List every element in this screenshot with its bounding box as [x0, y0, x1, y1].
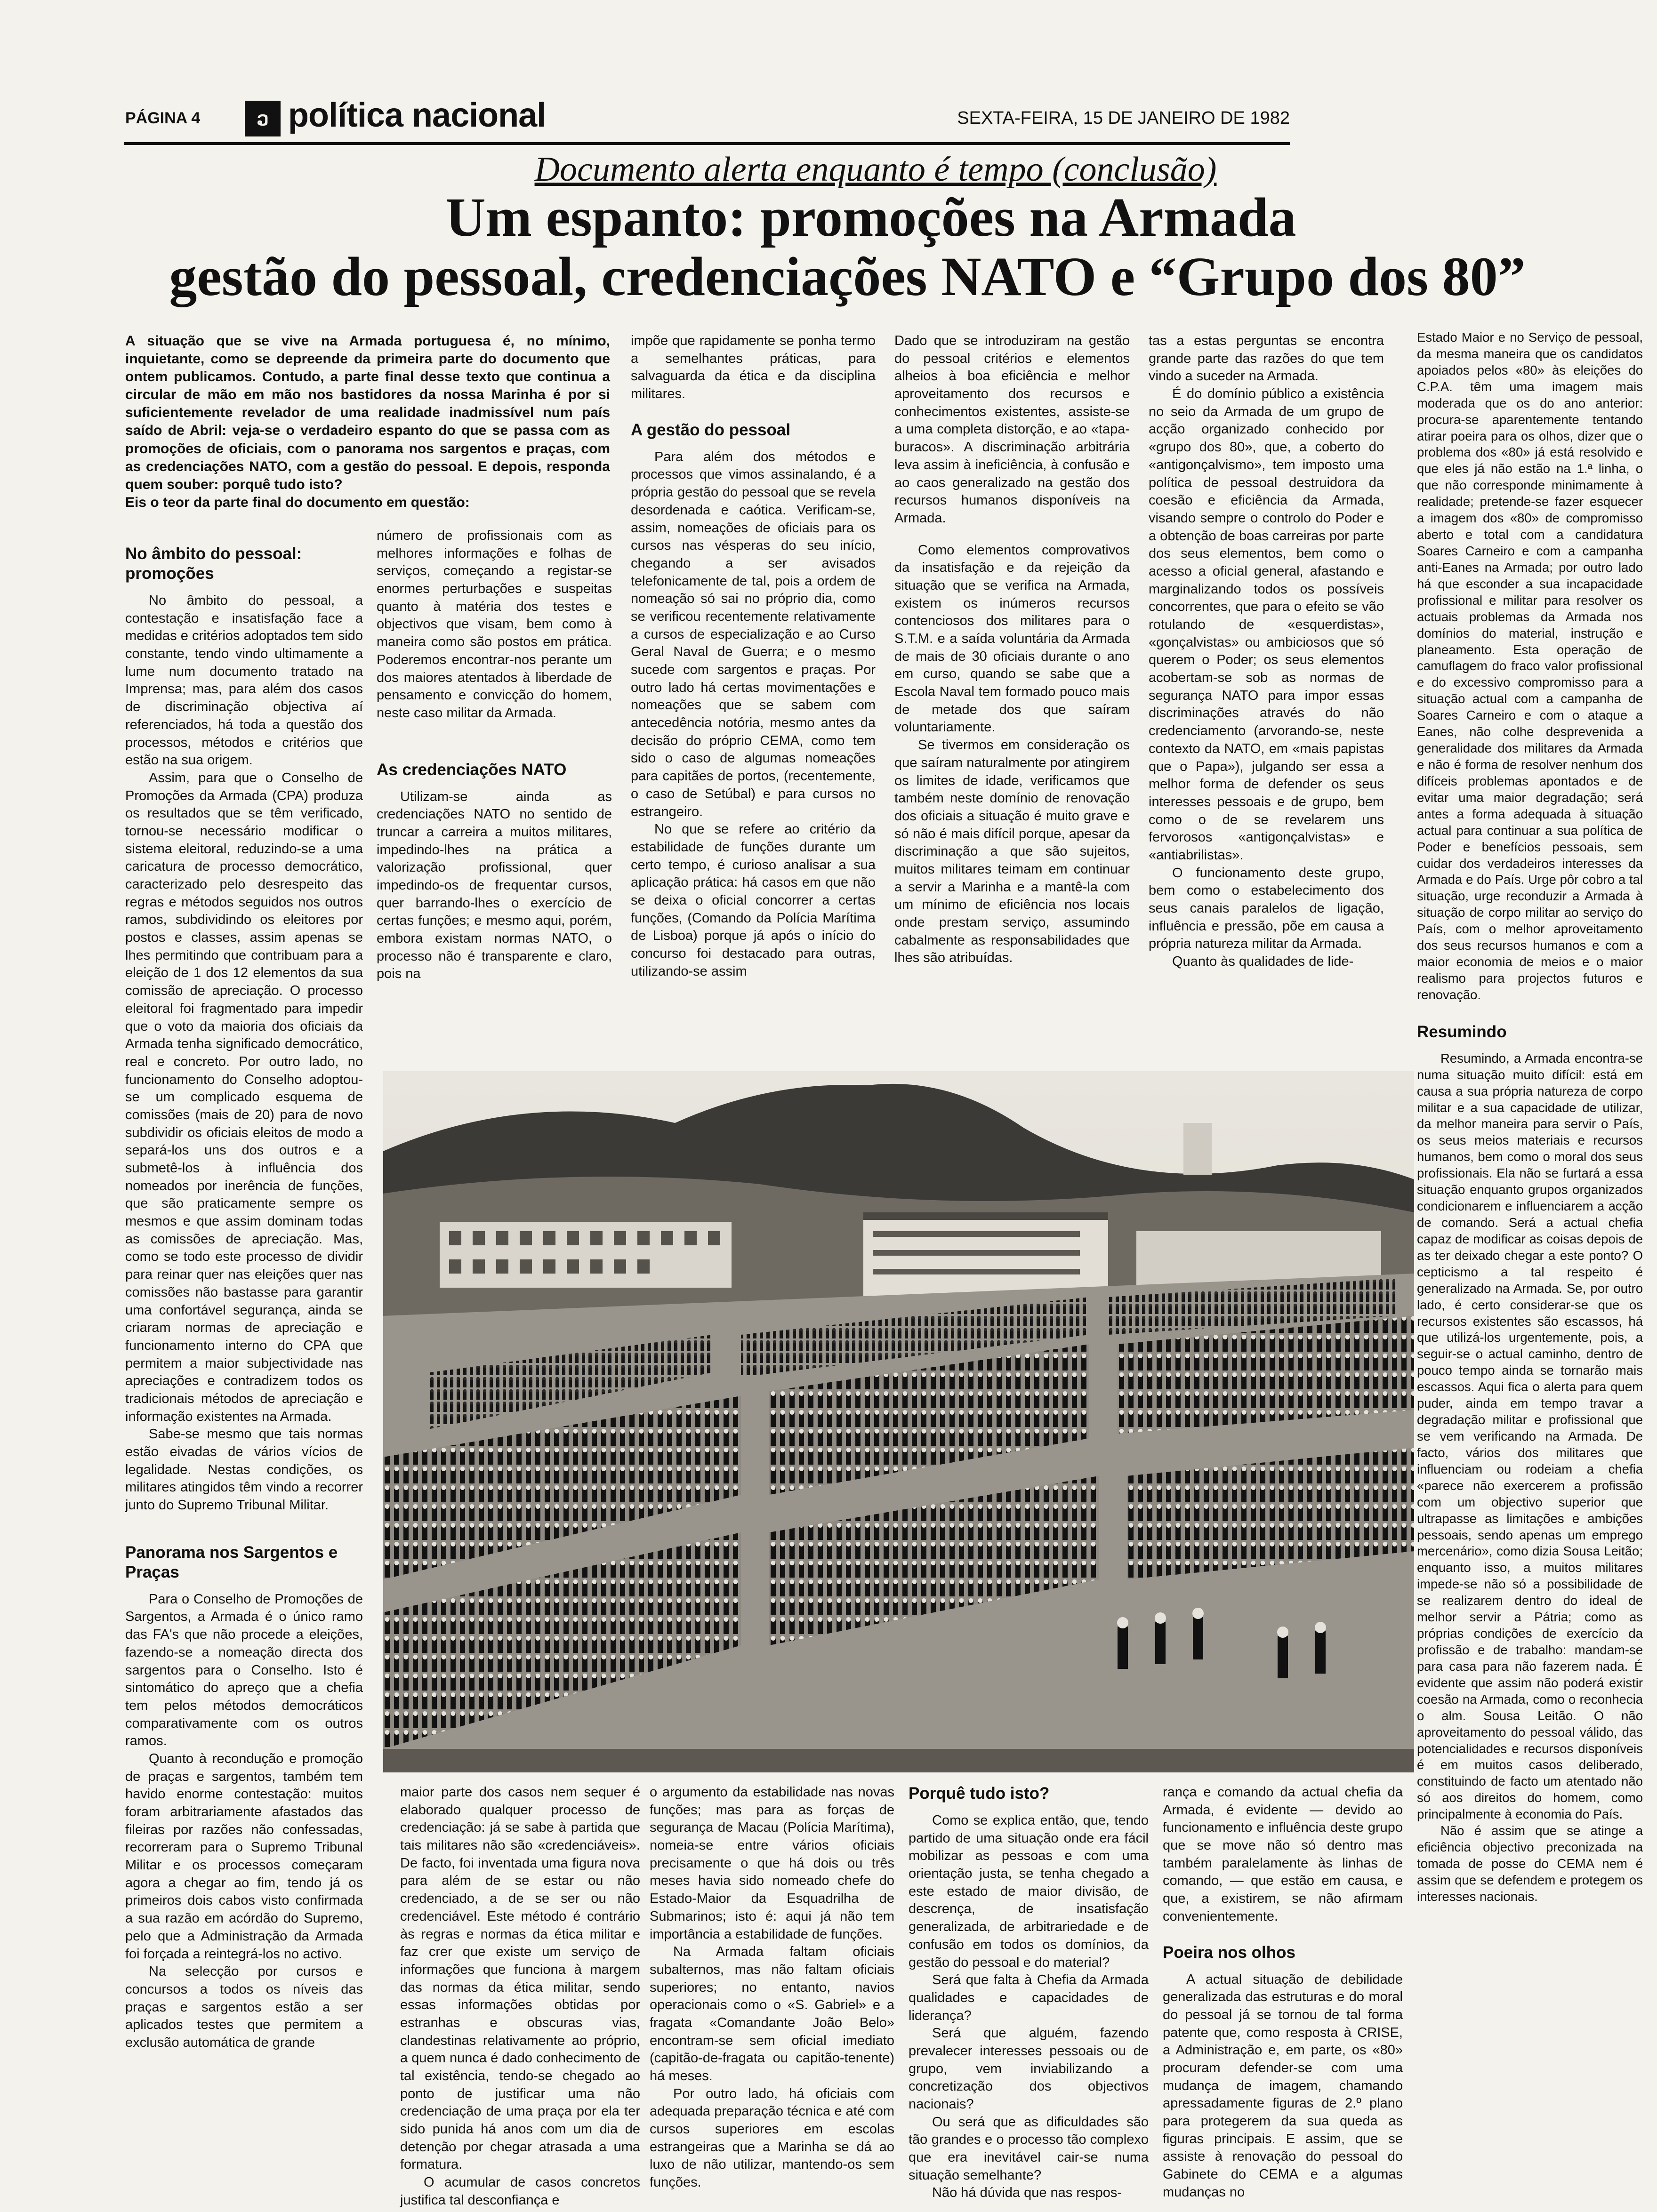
subhead-porque: Porquê tudo isto?: [909, 1784, 1050, 1803]
paragraph: Se tivermos em consideração os que saíram naturalmente por atingirem os limites de idade, verificamos que também neste domínio de renovação dos oficiais a situação é muito grave e só não é mais difícil porque, apesar da discriminação a que são sujeitos, muitos militares teimam em continuar a servir a Marinha e a mantê-la com um mínimo de eficiência nos locais onde prestam serviço, assumindo cabalmente as responsabilidades que lhes são atribuídas.: [894, 737, 1130, 966]
paragraph: Por outro lado, há oficiais com adequada preparação técnica e até com cursos superiores em escolas estrangeiras que a Marinha se dá ao luxo de não utilizar, mantendo-os sem funções.: [650, 2086, 894, 2190]
column-3-bottom: [650, 1784, 894, 2192]
column-5-bottom: [1163, 1784, 1403, 2201]
paragraph: A actual situação de debilidade generalizada das estruturas e do moral do pessoal já se tornou de tal forma patente que, como resposta à CRISE, a Administração e, em parte, os «80» procuram defender-se com uma mudança de imagem, chamando apressadamente figuras de 2.º plano para protegerem da sua queda as figuras principais. E assim, que se assiste à renovação do pessoal do Gabinete do CEMA e a algumas mudanças no: [1163, 1972, 1403, 2200]
paragraph: Estado Maior e no Serviço de pessoal, da mesma maneira que os candidatos apoiados pelos «80» às eleições do C.P.A. têm uma imagem mais moderada que os do ano anterior: procura-se aparentemente tentando atirar poeira para os olhos, dizer que o problema dos «80» já está resolvido e que eles já não estão na 1.ª linha, o que não corresponde minimamente à realidade; pretende-se fazer esquecer a imagem dos «80» de compromisso aberto e total com a candidatura Soares Carneiro e com a campanha anti-Eanes na Armada; por outro lado há que esconder a sua incapacidade profissional e militar para resolver os actuais problemas da Armada nos domínios do material, instrução e planeamento. Esta operação de camuflagem do fraco valor profissional e do excessivo compromisso para a situação actual com a campanha de Soares Carneiro e com o ataque a Eanes, não colhe desprevenida a generalidade dos militares da Armada e não é forma de resolver nenhum dos difíceis problemas apontados e de evitar uma maior degradação; será antes a forma adequada à situação actual para continuar a sua política de Poder e benefícios pessoais, sem cuidar dos verdadeiros interesses da Armada e do País. Urge pôr cobro a tal situação, urge reconduzir a Armada à situação de corpo militar ao serviço do País, com o melhor aproveitamento dos seus recursos humanos e com a maior economia de meios e o maior realismo para projectos futuros e renovação.: [1417, 330, 1643, 1002]
headline-kicker: Documento alerta enquanto é tempo (conclusão): [534, 150, 1217, 189]
paragraph: Quanto às qualidades de lide-: [1172, 954, 1354, 970]
photo-parade: [383, 1071, 1414, 1772]
column-6: [1417, 329, 1643, 1905]
subhead-resumindo: Resumindo: [1417, 1022, 1507, 1041]
paragraph: impõe que rapidamente se ponha termo a semelhantes práticas, para salvaguarda da ética e da disciplina militares.: [631, 333, 876, 402]
paragraph: número de profissionais com as melhores informações e folhas de serviços, começando a registar-se enormes perturbações e suspeitas quanto à matéria dos testes e objectivos que visam, bem como à maneira como são postos em prática. Poderemos encontrar-nos perante um dos maiores atentados à liberdade de pensamento e convicção do homem, neste caso militar da Armada.: [377, 528, 612, 721]
paragraph: Será que falta à Chefia da Armada qualidades e capacidades de liderança?: [909, 1972, 1149, 2023]
subhead-promocoes: No âmbito do pessoal: promoções: [125, 545, 302, 583]
lead-paragraph: A situação que se vive na Armada portuguesa é, no mínimo, inquietante, como se depreende da primeira parte do documento que ontem publicamos. Contudo, a parte final desse texto que continua a circular de mão em mão nos bastidores da nossa Marinha é por si suficientemente revelador de uma realidade inadmissível num país saído de Abril: veja-se o verdadeiro espanto do que se passa com as promoções de oficiais, com o panorama nos sargentos e praças, com as credenciações NATO, com a gestão do pessoal. E depois, responda quem souber: porquê tudo isto?: [125, 333, 610, 492]
paragraph: Assim, para que o Conselho de Promoções da Armada (CPA) produza os resultados que se têm verificado, tornou-se necessário modificar o sistema eleitoral, reduzindo-se a uma caricatura de processo democrático, caracterizado pelo desrespeito das regras e métodos seguidos nos outros ramos, subdividindo os eleitores por postos e classes, assim apenas se lhes permitindo que contribuam para a eleição de 1 dos 12 elementos da sua comissão de apreciação. O processo eleitoral foi fragmentado para impedir que o voto da maioria dos oficiais da Armada tenha significado democrático, real e concreto. Por outro lado, no funcionamento do Conselho adoptou-se um complicado esquema de comissões (mais de 20) para de novo subdividir os oficiais eleitos de modo a separá-los uns dos outros e a submetê-los à influência dos nomeados por inerência de funções, que são praticamente sempre os mesmos e que assim dominam todas as comissões de apreciação. Mas, como se todo este processo de dividir para reinar quer nas eleições quer nas comissões não bastasse para garantir uma confortável segurança, ainda se criaram normas de apreciação e funcionamento interno do CPA que permitem a maior subjectividade nas apreciações e contradizem todos os tradicionais métodos de apreciação e informação existentes na Armada.: [125, 770, 363, 1424]
newspaper-logo: ວ: [245, 101, 281, 136]
paragraph: Na selecção por cursos e concursos a todos os níveis das praças e sargentos estão a ser aplicados testes que permitem a exclusão automática de grande: [125, 1964, 363, 2050]
paragraph: Quanto à recondução e promoção de praças e sargentos, também tem havido enorme contestação: muitos foram arbitrariamente afastados das fileiras por razões não confessadas, recorreram para o Supremo Tribunal Militar e os processos começaram agora a chegar ao fim, tendo já os primeiros dois cabos visto confirmada a sua razão em acórdão do Supremo, pelo que a Administração da Armada foi forçada a reintegrá-los no activo.: [125, 1751, 363, 1962]
paragraph: maior parte dos casos nem sequer é elaborado qualquer processo de credenciação: já se sabe à partida que tais militares não são «credenciáveis». De facto, foi inventada uma figura nova para além de se estar ou não credenciado, a de se ser ou não credenciável. Este método é contrário às regras e normas da ética militar e faz crer que existe um serviço de informações que funciona à margem das normas da ética militar, sendo essas informações obtidas por estranhas e obscuras vias, clandestinas relativamente ao próprio, a quem nunca é dado conhecimento de tal existência, tendo-se chegado ao ponto de justificar uma não credenciação de uma praça por ela ter sido punida há anos com um dia de detenção por chegar atrasada a uma formatura.: [400, 1785, 640, 2172]
subhead-poeira: Poeira nos olhos: [1163, 1943, 1295, 1962]
subhead-gestao: A gestão do pessoal: [631, 420, 791, 439]
masthead-rule: [124, 142, 1290, 145]
column-1: [125, 527, 363, 2052]
lead-paragraph: Eis o teor da parte final do documento em questão:: [125, 494, 470, 510]
paragraph: Sabe-se mesmo que tais normas estão eivadas de vários vícios de legalidade. Nestas condições, os militares atingidos têm vindo a recorrer junto do Supremo Tribunal Militar.: [125, 1427, 363, 1513]
paragraph: No âmbito do pessoal, a contestação e insatisfação face a medidas e critérios adoptados tem sido constante, tendo vindo ultimamente a lume num documento tratado na Imprensa; mas, para além dos casos de discriminação objectiva aí referenciados, há toda a questão dos processos, métodos e critérios que estão na sua origem.: [125, 593, 363, 768]
article-lead: [125, 332, 610, 512]
paragraph: Não há dúvida que nas respos-: [932, 2185, 1122, 2201]
section-title: política nacional: [288, 96, 546, 134]
paragraph: o argumento da estabilidade nas novas funções; mas para as forças de segurança de Macau (Polícia Marítima), nomeia-se entre vários oficiais precisamente o que há dois ou três meses havia sido nomeado chefe do Estado-Maior da Esquadrilha de Submarinos; isto é: aqui já não tem importância a estabilidade de funções.: [650, 1785, 894, 1942]
subhead-nato: As credenciações NATO: [377, 760, 567, 779]
column-4-top: [894, 332, 1130, 967]
paragraph: Para o Conselho de Promoções de Sargentos, a Armada é o único ramo das FA's que não procede a eleições, fazendo-se a nomeação directa dos sargentos para o Conselho. Isto é sintomático do apreço que a chefia tem pelos métodos democráticos comparativamente com os outros ramos.: [125, 1591, 363, 1749]
column-3-top: [631, 332, 876, 980]
column-2-bottom: [400, 1784, 640, 2210]
paragraph: Resumindo, a Armada encontra-se numa situação muito difícil: está em causa a sua própria natureza de corpo militar e a sua capacidade de utilizar, da melhor maneira para servir o País, os seus meios materiais e recursos humanos, bem como o moral dos seus profissionais. Ela não se furtará a essa situação enquanto grupos organizados condicionarem e influenciarem a acção de comando. Será a actual chefia capaz de modificar as coisas depois de as ter deixado chegar a este ponto? O cepticismo a tal respeito é generalizado na Armada. Se, por outro lado, é certo considerar-se que os recursos existentes são escassos, há que utilizá-los urgentemente, pois, a seguir-se o actual caminho, dentro de pouco tempo ainda se tornarão mais escassos. Aqui fica o alerta para quem puder, ainda em tempo travar a degradação militar e profissional que se vem verificando na Armada. De facto, vários dos militares que influenciam ou rodeiam a chefia «parece não exercerem a profissão com um objectivo superior que ultrapasse as limitações e ambições pessoais, sendo apenas um emprego mercenário», como dizia Sousa Leitão; enquanto isso, a muitos militares impede-se não só a possibilidade de se realizarem dentro do ideal de melhor servir a Pátria; como as próprias condições de exercício da profissão e de trabalho: mandam-se para casa para não fazerem nada. É evidente que assim não poderá existir coesão na Armada, como o reconhecia o alm. Sousa Leitão. O não aproveitamento do pessoal válido, das potencialidades e recursos disponíveis é em muitos casos deliberado, constituindo de facto um atentado não só aos direitos do homem, como principalmente à economia do País.: [1417, 1050, 1643, 1822]
paragraph: O funcionamento deste grupo, bem como o estabelecimento dos seus canais paralelos de ligação, influência e pressão, põe em causa a própria natureza militar da Armada.: [1149, 865, 1384, 952]
page-number: PÁGINA 4: [125, 109, 201, 127]
paragraph: rança e comando da actual chefia da Armada, é evidente — devido ao funcionamento e influência deste grupo que se move não só dentro mas também paralelamente às linhas de comando, — que estão em causa, e que, a existirem, se não afirmam convenientemente.: [1163, 1785, 1403, 1924]
paragraph: tas a estas perguntas se encontra grande parte das razões do que tem vindo a suceder na Armada.: [1149, 333, 1384, 384]
headline-line-1: Um espanto: promoções na Armada: [445, 186, 1296, 248]
paragraph: No que se refere ao critério da estabilidade de funções durante um certo tempo, é curioso analisar a sua aplicação prática: há casos em que não se deixa o oficial concorrer a certas funções, (Comando da Polícia Marítima de Lisboa) porque já após o início do concurso foi destacado para outras, utilizando-se assim: [631, 822, 876, 979]
paragraph: Ou será que as dificuldades são tão grandes e o processo tão complexo que era inevitável cair-se numa situação semelhante?: [909, 2114, 1149, 2183]
paragraph: Dado que se introduziram na gestão do pessoal critérios e elementos alheios à boa eficiência e melhor aproveitamento dos recursos e conhecimentos existentes, assiste-se a uma completa distorção, e ao «tapa-buracos». A discriminação arbitrária leva assim à ineficiência, à confusão e ao caos generalizado na gestão dos recursos humanos disponíveis na Armada.: [894, 333, 1130, 526]
paragraph: Não é assim que se atinge a eficiência objectivo preconizada na tomada de posse do CEMA nem é assim que se defendem e protegem os interesses nacionais.: [1417, 1823, 1643, 1904]
dateline: SEXTA-FEIRA, 15 DE JANEIRO DE 1982: [957, 108, 1290, 128]
paragraph: Na Armada faltam oficiais subalternos, mas não faltam oficiais superiores; no entanto, navios operacionais como o «S. Gabriel» e a fragata «Comandante João Belo» encontram-se sem oficial imediato (capitão-de-fragata ou capitão-tenente) há meses.: [650, 1944, 894, 2084]
paragraph: O acumular de casos concretos justifica tal desconfiança e: [400, 2175, 640, 2208]
column-4-bottom: [909, 1784, 1149, 2202]
paragraph: É do domínio público a existência no seio da Armada de um grupo de acção organizado conhecido por «grupo dos 80», que, a coberto do «antigonçalvismo», tem imposto uma política de pessoal destruidora da coesão e eficiência da Armada, visando sempre o controlo do Poder e a obtenção de boas carreiras por parte dos seus elementos, bem como o acesso a oficial general, afastando e marginalizando todos os possíveis concorrentes, que para o efeito se vão rotulando de «esquerdistas», «gonçalvistas» ou ambiciosos que só querem o Poder; os seus elementos acobertam-se sob as normas de segurança NATO para impor essas discriminações através do não credenciamento (arvorando-se, neste contexto da NATO, em «mais papistas que o Papa»), julgando ser essa a melhor forma de defender os seus interesses pessoais e de grupo, bem como o de se revelarem uns fervorosos «antigonçalvistas» e «antiabrilistas».: [1149, 386, 1384, 863]
paragraph: Como elementos comprovativos da insatisfação e da rejeição da situação que se verifica na Armada, existem os inúmeros recursos contenciosos dos militares para o S.T.M. e a saída voluntária da Armada de mais de 30 oficiais durante o ano em curso, quando se sabe que a Escola Naval tem formado pouco mais de metade dos que saíram voluntariamente.: [894, 542, 1130, 735]
paragraph: Utilizam-se ainda as credenciações NATO no sentido de truncar a carreira a muitos militares, impedindo-lhes na prática a valorização profissional, quer impedindo-os de frequentar cursos, quer barrando-lhes o exercício de certas funções; e mesmo aqui, porém, embora existam normas NATO, o processo não é transparente e claro, pois na: [377, 789, 612, 982]
column-2-top: [377, 527, 612, 983]
paragraph: Para além dos métodos e processos que vimos assinalando, é a própria gestão do pessoal que se revela desordenada e caótica. Verificam-se, assim, nomeações de oficiais para os cursos nas vésperas do seu início, chegando a ser avisados telefonicamente de tal, pois a ordem de nomeação só sai no próprio dia, como se verificou recentemente relativamente a cursos de especialização e ao Curso Geral Naval de Guerra; e o mesmo sucede com sargentos e praças. Por outro lado há certas movimentações e nomeações que se sabem com antecedência notória, mesmo antes da decisão do próprio CEMA, como tem sido o caso de algumas nomeações para capitães de portos, (recentemente, o caso de Setúbal) e para cursos no estrangeiro.: [631, 449, 876, 819]
paragraph: Será que alguém, fazendo prevalecer interesses pessoais ou de grupo, vem inviabilizando a concretização dos objectivos nacionais?: [909, 2026, 1149, 2112]
column-5-top: [1149, 332, 1384, 971]
subhead-panorama: Panorama nos Sargentos e Praças: [125, 1543, 338, 1581]
paragraph: Como se explica então, que, tendo partido de uma situação onde era fácil mobilizar as pessoas e com uma orientação justa, se tenha chegado a este estado de maior divisão, de descrença, de insatisfação generalizada, de arbitrariedade e de confusão em todos os domínios, da gestão do pessoal e do material?: [909, 1813, 1149, 1970]
headline-line-2: gestão do pessoal, credenciações NATO e “Grupo dos 80”: [169, 246, 1526, 307]
